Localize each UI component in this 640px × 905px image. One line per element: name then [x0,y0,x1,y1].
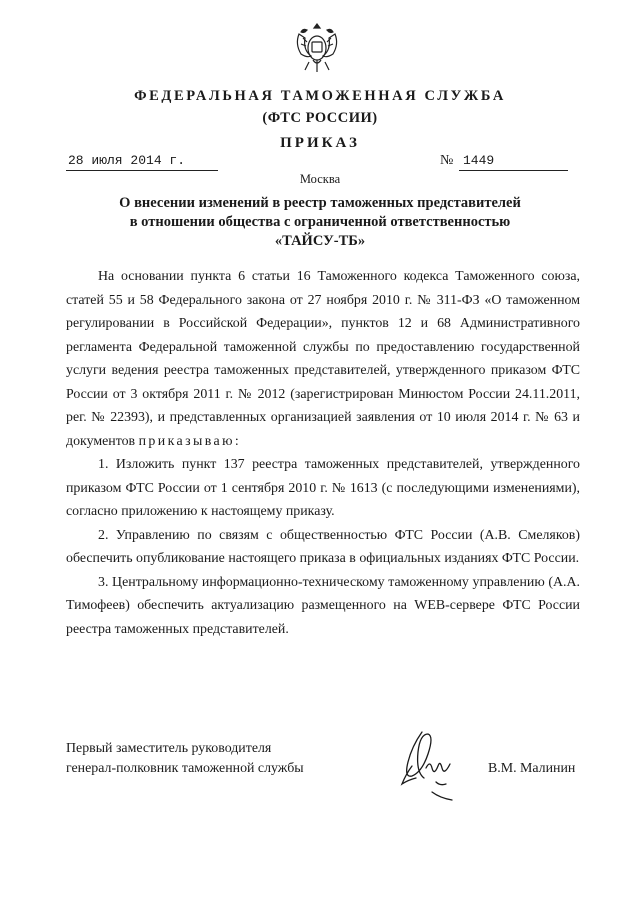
order-date: 28 июля 2014 г. [66,152,218,171]
order-item: 2. Управлению по связям с общественностью ФТС России (А.В. Смеляков) обеспечить опубликование настоящего приказа в официальных изданиях ФТС России. [66,527,580,566]
agency-abbreviation: (ФТС РОССИИ) [262,110,378,126]
signatory-position-line: Первый заместитель руководителя [66,741,272,756]
order-title [0,194,640,251]
order-word: приказываю: [138,433,242,449]
order-number: 1449 [459,152,568,171]
preamble-paragraph [66,265,580,453]
document-type: ПРИКАЗ [280,135,360,151]
double-headed-eagle-icon [293,20,341,76]
signatory-position [66,739,304,779]
order-item: 1. Изложить пункт 137 реестра таможенных представителей, утвержденного приказом ФТС России от 1 сентября 2010 г. № 1613 (с последующими изменениями), согласно приложению к настоящему приказу. [66,457,580,519]
preamble-text: На основании пункта 6 статьи 16 Таможенного кодекса Таможенного союза, статей 55 и 58 Федерального закона от 27 ноября 2010 г. № 311-ФЗ «О таможенном регулировании в Российской Федерации», пунктов 12 и 68 Административного регламента Федеральной таможенной службы по предоставлению государственной услуги ведения реестра таможенных представителей, утвержденного приказом ФТС России от 3 октября 2011 г. № 2012 (зарегистрирован Минюстом России 24.11.2011, рег. № 22393), и представленных организацией заявления от 10 июля 2014 г. № 63 и документов [66,269,580,449]
city: Москва [299,172,341,186]
order-title-line: «ТАЙСУ-ТБ» [274,233,366,249]
signatory-position-line: генерал-полковник таможенной службы [66,761,304,776]
order-body [66,265,580,641]
order-title-line: О внесении изменений в реестр таможенных представителей [119,195,521,211]
order-number-label: № [440,153,454,168]
order-item: 3. Центральному информационно-техническому таможенному управлению (А.А. Тимофеев) обеспечить актуализацию размещенного на WEB-сервере ФТС России реестра таможенных представителей. [66,574,580,637]
order-title-line: в отношении общества с ограниченной ответственностью [129,214,511,230]
handwritten-signature [392,722,462,804]
signatory-name: В.М. Малинин [488,761,576,776]
agency-name: ФЕДЕРАЛЬНАЯ ТАМОЖЕННАЯ СЛУЖБА [134,88,506,104]
